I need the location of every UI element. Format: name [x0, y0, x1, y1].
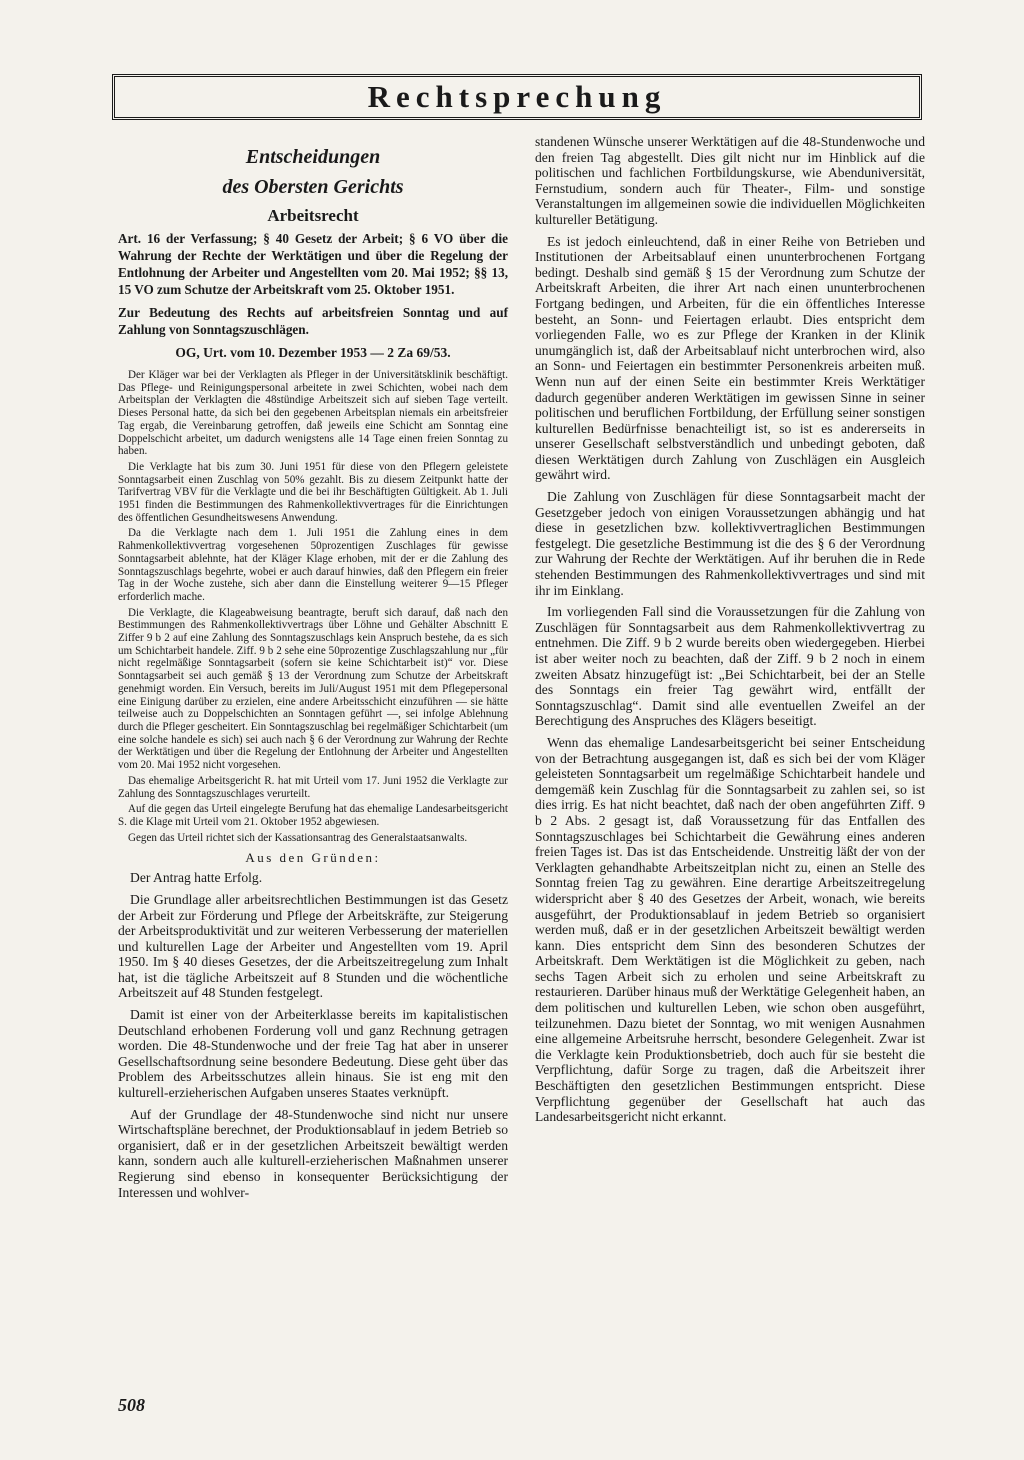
- facts-paragraph: Der Kläger war bei der Verklagten als Pfleger in der Universitätsklinik beschäftigt. Das Pflege- und Reinigungspersonal arbeitete in zwei Schichten, wobei nach dem Arbeitsplan der Verklagten die 48stündige Arbeitszeit sich auf sieben Tage verteilt. Dieses Personal hatte, da sich bei den gegebenen Arbeitsplan niemals ein arbeitsfreier Tag ergab, die Vereinbarung getroffen, daß jeweils eine Schicht am Sonntag eine Doppelschicht arbeitet, um dadurch wenigstens alle 14 Tage einen freien Sonntag zu haben.: [118, 369, 508, 458]
- body-paragraph: Auf der Grundlage der 48-Stundenwoche sind nicht nur unsere Wirtschaftspläne berechnet, der Produktionsablauf in jedem Betrieb so organisiert, daß er in der gesetzlichen Arbeitszeit bewältigt werden kann, sondern auch alle kulturell-erzieherischen Maßnahmen unserer Regierung sind ebenso in konsequenter Berücksichtigung der Interessen und wohlver-: [118, 1106, 508, 1200]
- reasons-body-left: [118, 870, 508, 1200]
- reasons-heading: Aus den Gründen:: [245, 850, 381, 866]
- decisions-heading: Entscheidungen: [245, 146, 381, 168]
- body-paragraph: Der Antrag hatte Erfolg.: [130, 870, 263, 886]
- right-column: [535, 134, 925, 1131]
- body-paragraph: Die Zahlung von Zuschlägen für diese Sonntagsarbeit macht der Gesetzgeber jedoch von einigen Voraussetzungen abhängig und hat diese in gesetzlichen bzw. kollektivvertraglichen Bestimmungen festgelegt. Die gesetzliche Bestimmung ist die des § 6 der Verordnung zur Wahrung der Rechte der Werktätigen. Auf ihr beruhen die in Rede stehenden Bestimmungen des Rahmenkollektivvertrages und sind mit ihr im Einklang.: [535, 489, 925, 598]
- section-header: [112, 74, 922, 120]
- left-column: [118, 134, 508, 1206]
- facts-paragraph: Das ehemalige Arbeitsgericht R. hat mit Urteil vom 17. Juni 1952 die Verklagte zur Zahlung des Sonntagszuschlages verurteilt.: [118, 774, 508, 800]
- body-paragraph: Wenn das ehemalige Landesarbeitsgericht bei seiner Entscheidung von der Betrachtung ausgegangen ist, daß es sich bei der vom Kläger geleisteten Sonntagsarbeit um regelmäßige Schichtarbeit handele und demgemäß kein Zuschlag für die Sonntagsarbeit zu zahlen sei, so ist dies irrig. Es hat nicht beachtet, daß nach der oben angeführten Ziff. 9 b 2 Abs. 2 gesagt ist, daß Voraussetzung für das Entfallen des Sonntagszuschlages bei Schichtarbeit die Gewährung eines anderen freien Tages ist. Das ist das Entscheidende. Unstreitig läßt der von der Verklagten gehandhabte Arbeitszeitplan nicht zu, einen an Stelle des Sonntag freien Tag zu gewähren. Eine derartige Arbeitszeitregelung widerspricht aber § 40 des Gesetzes der Arbeit, wonach, wie bereits ausgeführt, der Produktionsablauf in jedem Betrieb so organisiert werden muß, daß er in der gesetzlichen Arbeitszeit bewältigt werden kann. Dies entspricht dem Sinn des besonderen Schutzes der Arbeitskraft. Dem Werktätigen ist die Möglichkeit zu geben, nach sechs Tagen Arbeit sich zu erholen und seine Arbeitskraft zu restaurieren. Darüber hinaus muß der Werktätige Gelegenheit haben, an dem politischen und kulturellen Leben, wie schon oben ausgeführt, teilzunehmen. Dazu bietet der Sonntag, wo mit wenigen Ausnahmen eine allgemeine Arbeitsruhe herrscht, besondere Gelegenheit. Zwar ist die Verklagte kein Produktionsbetrieb, doch auch für sie besteht die Verpflichtung, dafür Sorge zu tragen, daß die Arbeitszeit ihrer Beschäftigten den gesetzlichen Bestimmungen entspricht. Diese Verpflichtung gegenüber der Gesellschaft hat auch das Landesarbeitsgericht nicht erkannt.: [535, 734, 925, 1125]
- case-citation: OG, Urt. vom 10. Dezember 1953 — 2 Za 69/53.: [175, 345, 451, 360]
- legal-topic: Zur Bedeutung des Rechts auf arbeitsfreien Sonntag und auf Zahlung von Sonntagszuschlägen.: [118, 305, 508, 337]
- case-facts: [118, 369, 508, 844]
- body-paragraph: Die Grundlage aller arbeitsrechtlichen Bestimmungen ist das Gesetz der Arbeit zur Förderung und Pflege der Arbeitskräfte, zur Steigerung der Arbeitsproduktivität und zur weiteren Verbesserung der materiellen und kulturellen Lage der Arbeiter und Angestellten vom 19. April 1950. Im § 40 dieses Gesetzes, der die Arbeitszeitregelung zum Inhalt hat, ist die tägliche Arbeitszeit auf 8 Stunden und die wöchentliche Arbeitszeit auf 48 Stunden festgelegt.: [118, 891, 508, 1001]
- body-paragraph: Im vorliegenden Fall sind die Voraussetzungen für die Zahlung von Zuschlägen für Sonntagsarbeit aus dem Rahmenkollektivvertrag zu entnehmen. Die Ziff. 9 b 2 wurde bereits oben wiedergegeben. Hierbei ist aber weiter noch zu beachten, daß der Ziff. 9 b 2 noch in einem zweiten Absatz hinzugefügt ist: „Bei Schichtarbeit, bei der an Stelle des Sonntags ein freier Tag gewährt wird, entfällt der Sonntagszuschlag“. Damit sind alle eventuellen Zweifel an der Berechtigung des Anspruches des Klägers beseitigt.: [535, 604, 925, 729]
- facts-paragraph: Die Verklagte, die Klageabweisung beantragte, beruft sich darauf, daß nach den Bestimmungen des Rahmenkollektivvertrags über Löhne und Gehälter Abschnitt E Ziffer 9 b 2 auf eine Zahlung des Sonntagszuschlags kein Anspruch bestehe, da es sich um Schichtarbeit handele. Ziff. 9 b 2 sehe eine 50prozentige Zuschlagszahlung nur „für nicht regelmäßige Sonntagsarbeit (sofern sie keine Schichtarbeit ist)“ vor. Diese Sonntagsarbeit sei auch gemäß § 13 der Verordnung zum Schutze der Arbeitskraft genehmigt worden. Ein Versuch, bereits im Juli/August 1951 mit dem Pflegepersonal eine Einigung darüber zu erzielen, eine andere Arbeitsschicht einzuführen — sie hätte teilweise auch zu Doppelschichten an Sonntagen geführt —, sei infolge Ablehnung durch die Pfleger gescheitert. Ein Sonntagszuschlag bei regelmäßiger Schichtarbeit (um eine solche handele es sich) sei auch nach § 6 der Verordnung zur Wahrung der Rechte der Werktätigen und über die Regelung der Entlohnung der Arbeiter und Angestellten vom 20. Mai 1952 nicht vorgesehen.: [118, 606, 508, 772]
- facts-paragraph: Die Verklagte hat bis zum 30. Juni 1951 für diese von den Pflegern geleistete Sonntagsarbeit einen Zuschlag von 50% gezahlt. Bis zu diesem Zeitpunkt hatte der Tarifvertrag VBV für die Verklagte und die bei ihr Beschäftigten Gültigkeit. Ab 1. Juli 1951 finden die Bestimmungen des Rahmenkollektivvertrages für die Einrichtungen des öffentlichen Gesundheitswesens Anwendung.: [118, 460, 508, 524]
- court-heading: des Obersten Gerichts: [222, 176, 404, 198]
- facts-paragraph: Auf die gegen das Urteil eingelegte Berufung hat das ehemalige Landesarbeitsgericht S. die Klage mit Urteil vom 21. Oktober 1952 abgewiesen.: [118, 803, 508, 828]
- area-of-law-heading: Arbeitsrecht: [267, 206, 359, 225]
- body-paragraph: standenen Wünsche unserer Werktätigen auf die 48-Stundenwoche und den freien Tag abgestellt. Dies gilt nicht nur im Hinblick auf die politischen und fachlichen Fortbildungskurse, wie Abenduniversität, Fernstudium, sondern auch für Theater-, Film- und sonstige Veranstaltungen im allgemeinen sowie die individuellen Möglichkeiten kultureller Betätigung.: [535, 134, 925, 227]
- page-number: 508: [118, 1395, 145, 1415]
- reasons-body-right: [535, 134, 925, 1125]
- body-paragraph: Es ist jedoch einleuchtend, daß in einer Reihe von Betrieben und Institutionen der Arbeitsablauf einen ununterbrochenen Fortgang bedingt. Deshalb sind gemäß § 15 der Verordnung zum Schutze der Arbeitskraft Arbeiten, die ihrer Art nach einen ununterbrochenen Fortgang bedingen, und Arbeiten, für die ein öffentliches Interesse besteht, an Sonn- und Feiertagen erlaubt. Dies entspricht dem vorliegenden Falle, wo es zur Pflege der Kranken in der Klinik unumgänglich ist, daß der Arbeitsablauf nicht unterbrochen wird, also an Sonn- und Feiertagen ein bestimmter Personenkreis arbeiten muß. Wenn nun auf der einen Seite ein bestimmter Kreis Werktätiger dadurch gegenüber anderen Werktätigen im gewissen Sinne in seiner politischen und beruflichen Fortbildung, der Erfüllung seiner sonstigen kulturellen Bedürfnisse benachteiligt ist, so ist es andererseits in unserer Gesellschaft selbstverständlich und unbedingt geboten, daß diesen Werktätigen durch Zahlung von Zuschlägen ein Ausgleich gewährt wird.: [535, 233, 925, 483]
- section-title: Rechtsprechung: [367, 79, 667, 114]
- facts-paragraph: Gegen das Urteil richtet sich der Kassationsantrag des Generalstaatsanwalts.: [128, 831, 468, 844]
- legal-reference: Art. 16 der Verfassung; § 40 Gesetz der Arbeit; § 6 VO über die Wahrung der Rechte der Werktätigen und über die Regelung der Entlohnung der Arbeiter und Angestellten vom 20. Mai 1952; §§ 13, 15 VO zum Schutze der Arbeitskraft vom 25. Oktober 1951.: [118, 231, 508, 297]
- body-paragraph: Damit ist einer von der Arbeiterklasse bereits im kapitalistischen Deutschland erhobenen Forderung voll und ganz Rechnung getragen worden. Die 48-Stundenwoche und der freie Tag hat aber in unserer Gesellschaftsordnung seine besondere Bedeutung. Diese geht über das Problem des Arbeitsschutzes allein hinaus. Sie ist eng mit den kulturell-erzieherischen Aufgaben unseres Staates verknüpft.: [118, 1007, 508, 1101]
- facts-paragraph: Da die Verklagte nach dem 1. Juli 1951 die Zahlung eines in dem Rahmenkollektivvertrag vorgesehenen 50prozentigen Zuschlages für gewisse Sonntagsarbeit ablehnte, hat der Kläger Klage erhoben, mit der er die Zahlung des Sonntagszuschlags begehrte, wobei er auch darauf hinwies, daß den Pflegern ein freier Tag in der Woche zustehe, sich aber dann die Einstellung weiterer 9—15 Pfleger erforderlich mache.: [118, 527, 508, 603]
